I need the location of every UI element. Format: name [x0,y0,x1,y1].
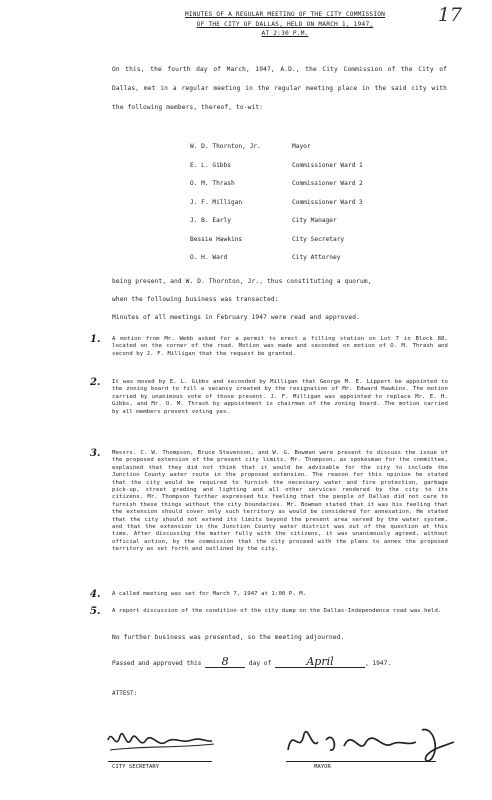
minutes-approved-paragraph: Minutes of all meetings in February 1947 were read and approved. [112,314,361,321]
roster-name: E. L. Gibbs [190,161,231,169]
item-text: A report discussion of the condition of the city dump on the Dallas-Independence road was held. [112,608,442,614]
roster-title: City Attorney [292,254,341,261]
roster-row [190,236,450,255]
roster-row [190,254,450,273]
item-number: 4. [90,589,101,600]
item-text: A motion from Mr. Webb asked for a permit to erect a filling station on Lot 7 in Block 88, located on the corner of the road. Motion was made and seconded on motion of O. M. Thrash and second by J. F. Milligan that the request be granted. [112,336,448,357]
item-number: 2. [90,377,101,388]
roster-name: Bessie Hawkins [190,235,243,243]
secretary-label: CITY SECRETARY [112,764,160,770]
roster-title: Commissioner Ward 2 [292,180,363,187]
item-text: Messrs. C. W. Thompson, Bruce Stevenson, and W. G. Bowman were present to discuss the issue of the proposed extension of the present city limits. Mr. Thompson, as spokesman for the committee, explained that they did not think that it would be advisable for the city to include the Junction County water route in the proposed extension. The reason for this opinion he stated that the city would be required to furnish the necessary water and fire protection, garbage pick-up, street grading and lighting and all other services rendered by the city to its citizens. Mr. Thompson further expressed his feeling that the people of Dallas did not care to furnish these things without the city boundaries. Mr. Bowman stated that it was his feeling that the extension should cover only such territory as would be considered for annexation. He stated that the city should not extend its limits beyond the present area served by the water system, and that the extension in the Junction County water district was out of the question at this time. After discussing the matter fully with the citizens, it was unanimously agreed, without official action, by the commission that the city proceed with the plans to annex the proposed territory as set forth and outlined by the city. [112,450,448,553]
approval-day-suffix: day of [248,660,272,667]
title-line-3: AT 2:30 P.M. [261,30,309,37]
roster-title: Commissioner Ward 3 [292,198,363,206]
roster-row [190,199,450,218]
title-line-2: OF THE CITY OF DALLAS, HELD ON MARCH 1, 1947, [196,20,374,28]
attendance-roster [190,143,450,273]
roster-row [190,162,450,181]
item-text: It was moved by E. L. Gibbs and seconded by Milligan that George M. E. Lippert be appointed to the zoning board to fill a vacancy created by the resignation of Mr. Edward Hawkins. The motion carried by unanimous vote of those present. J. F. Milligan was appointed to replace Mr. E. H. Gibbs, and Mr. O. M. Thrash by appointment is chairman of the zoning board. The motion carried by all members present voting yes. [112,379,448,415]
approval-line: Passed and approved this 8 day of April , 1947. [112,655,392,668]
document-title [150,10,420,39]
roster-title: Mayor [292,143,311,150]
roster-name: O. M. Thrash [190,180,235,187]
roster-row [190,180,450,199]
approval-month: April [275,656,365,668]
roster-row [190,143,450,162]
attest-label: ATTEST: [112,690,138,697]
secretary-signature-line [108,761,212,762]
item-number: 3. [90,448,101,459]
mayor-signature [282,716,462,766]
item-number: 1. [90,334,101,345]
roster-name: J. B. Early [190,217,231,224]
roster-title: City Manager [292,217,337,224]
roster-row [190,217,450,236]
title-line-1: MINUTES OF A REGULAR MEETING OF THE CITY COMMISSION [184,11,386,18]
quorum-paragraph: being present, and W. D. Thornton, Jr., thus constituting a quorum, [112,278,372,285]
secretary-signature [100,722,220,762]
mayor-signature-line [286,761,436,762]
approval-day: 8 [205,656,245,668]
page-number: 17 [437,4,462,26]
mayor-label: MAYOR [314,764,331,770]
roster-title: City Secretary [292,235,345,243]
transacted-paragraph: when the following business was transacted: [112,296,279,303]
roster-title: Commissioner Ward 1 [292,161,363,169]
item-number: 5. [90,606,101,617]
roster-name: O. H. Ward [190,254,228,261]
roster-name: J. F. Milligan [190,198,243,206]
approval-year: 1947. [372,660,392,667]
approval-prefix: Passed and approved this [112,660,202,667]
roster-name: W. D. Thornton, Jr. [190,143,261,150]
adjourn-paragraph: No further business was presented, so the meeting adjourned. [112,634,345,641]
item-text: A called meeting was set for March 7, 1947 at 1:00 P. M. [112,591,307,597]
intro-paragraph: On this, the fourth day of March, 1947, A.D., the City Commission of the City of Dallas, met in a regular meeting in the regular meeting place in the said city with the following members, thereof, to-wit: [112,66,447,111]
